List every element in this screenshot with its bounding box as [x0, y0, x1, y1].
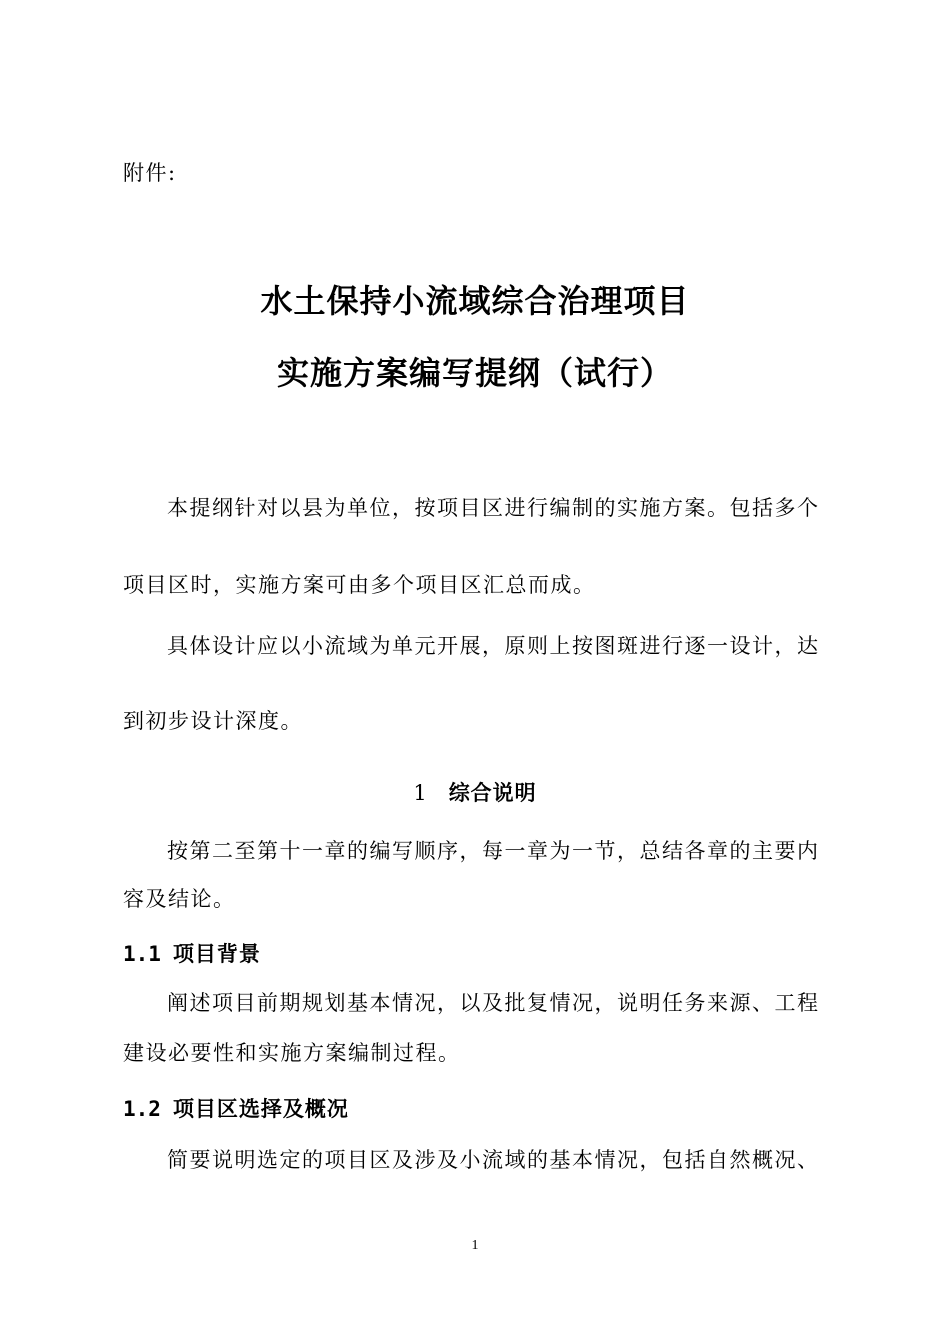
section-heading-1-2 — [123, 1099, 349, 1120]
attachment-label: 附件: — [123, 161, 177, 185]
chapter-paragraph-line1: 按第二至第十一章的编写顺序，每一章为一节，总结各章的主要内 — [167, 839, 820, 863]
chapter-heading — [0, 783, 950, 804]
intro-paragraph1-line1: 本提纲针对以县为单位，按项目区进行编制的实施方案。包括多个 — [167, 496, 820, 520]
section-1-1-paragraph-line1: 阐述项目前期规划基本情况，以及批复情况，说明任务来源、工程 — [167, 991, 820, 1015]
intro-paragraph2-line2: 到初步设计深度。 — [123, 709, 303, 733]
page-number: 1 — [471, 1238, 479, 1253]
document-title-line1: 水土保持小流域综合治理项目 — [260, 282, 690, 320]
section-1-2-paragraph-line1: 简要说明选定的项目区及涉及小流域的基本情况，包括自然概况、 — [167, 1148, 820, 1172]
document-title-line2: 实施方案编写提纲（试行） — [276, 354, 673, 392]
intro-paragraph2-line1: 具体设计应以小流域为单元开展，原则上按图斑进行逐一设计，达 — [167, 634, 820, 658]
intro-paragraph1-line2: 项目区时，实施方案可由多个项目区汇总而成。 — [123, 573, 596, 597]
section-number: 1.2 — [123, 1097, 161, 1121]
section-title: 项目区选择及概况 — [172, 1097, 349, 1121]
chapter-title: 综合说明 — [448, 781, 537, 805]
section-1-1-paragraph-line2: 建设必要性和实施方案编制过程。 — [123, 1041, 461, 1065]
section-number: 1.1 — [123, 942, 161, 966]
section-heading-1-1 — [123, 944, 261, 965]
chapter-number: 1 — [413, 781, 427, 805]
section-title: 项目背景 — [172, 942, 261, 966]
chapter-paragraph-line2: 容及结论。 — [123, 887, 236, 911]
